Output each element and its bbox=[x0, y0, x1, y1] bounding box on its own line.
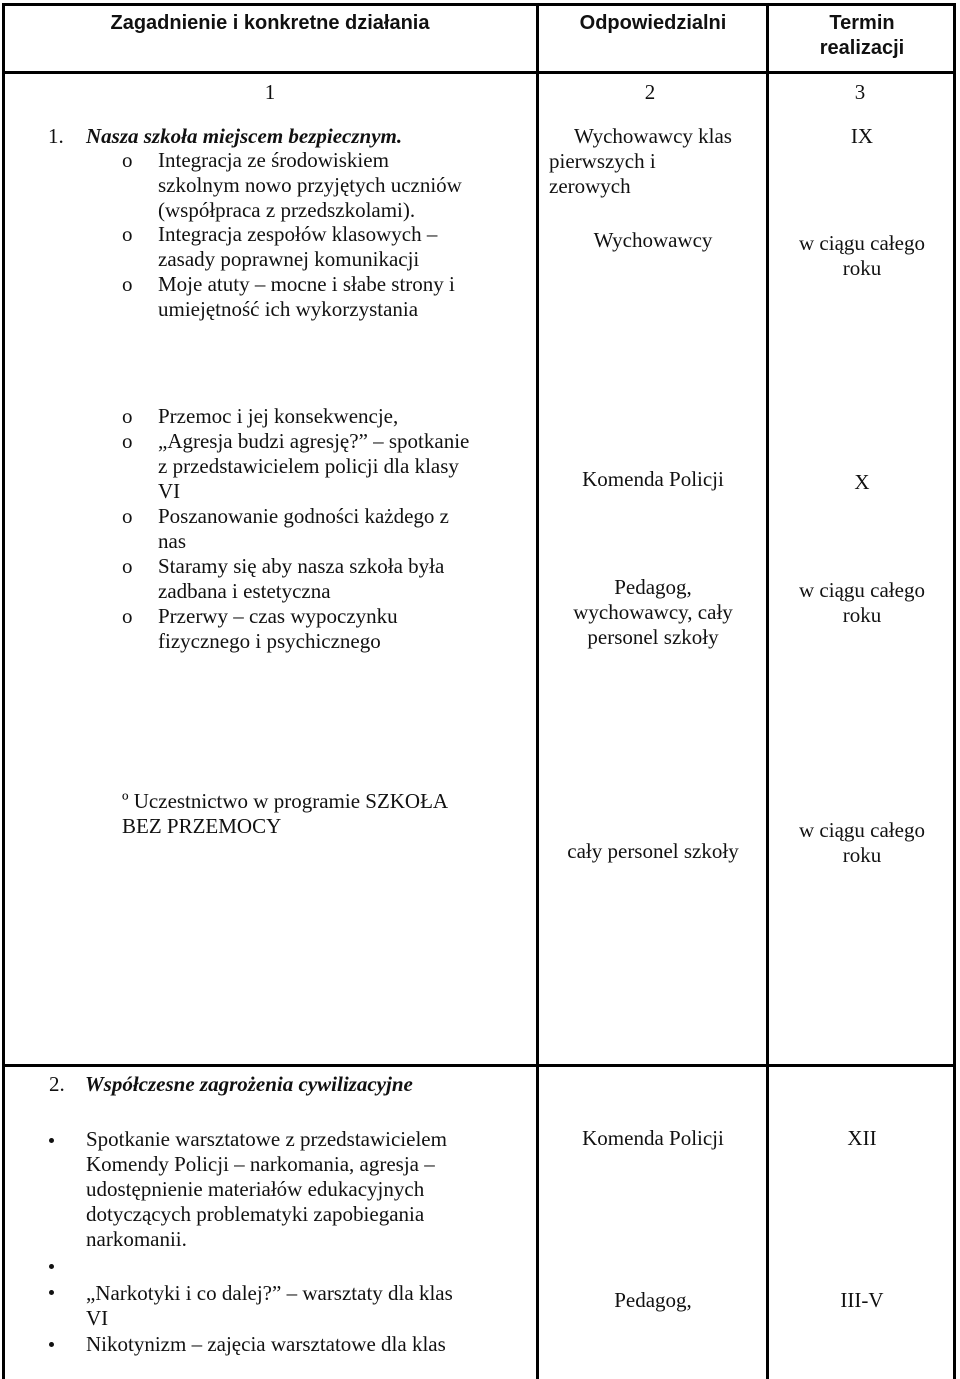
column-number-2: 2 bbox=[644, 80, 656, 104]
section1-resp-d bbox=[539, 575, 767, 650]
term-line: roku bbox=[842, 256, 882, 280]
item-line: „Narkotyki i co dalej?” – warsztaty dla klas bbox=[86, 1281, 453, 1305]
section1-heading bbox=[48, 124, 528, 149]
table-border-left bbox=[2, 3, 5, 1379]
item-line: z przedstawicielem policji dla klasy bbox=[158, 454, 459, 478]
header-col3 bbox=[769, 11, 955, 61]
section1-term-e bbox=[769, 818, 955, 868]
column-number-1: 1 bbox=[264, 80, 276, 104]
list-item bbox=[86, 1281, 534, 1331]
program-line: º Uczestnictwo w programie SZKOŁA bbox=[122, 789, 449, 813]
bullet-dot-icon bbox=[49, 1290, 54, 1295]
section1-resp-a bbox=[539, 124, 767, 199]
resp-line: Pedagog, bbox=[614, 575, 692, 599]
item-line: nas bbox=[158, 529, 186, 553]
table-border-top bbox=[2, 3, 956, 6]
item-line: szkolnym nowo przyjętych uczniów bbox=[158, 173, 462, 197]
bullet-marker: o bbox=[122, 504, 133, 528]
item-line: dotyczących problematyki zapobiegania bbox=[86, 1202, 425, 1226]
bullet-dot-icon bbox=[49, 1138, 54, 1143]
item-line: fizycznego i psychicznego bbox=[158, 629, 381, 653]
section1-list-b bbox=[122, 404, 534, 664]
resp-line: personel szkoły bbox=[587, 625, 719, 649]
section1-list-a bbox=[122, 148, 532, 328]
item-line: Nikotynizm – zajęcia warsztatowe dla klas bbox=[86, 1332, 446, 1356]
item-line: VI bbox=[86, 1306, 109, 1330]
term-line: w ciągu całego bbox=[799, 578, 925, 602]
table-section-divider bbox=[2, 1064, 956, 1067]
table-border-col3 bbox=[766, 3, 769, 1379]
section2-number: 2. bbox=[49, 1072, 65, 1096]
bullet-marker: o bbox=[122, 148, 133, 172]
table-header-divider bbox=[2, 71, 956, 74]
section1-term-c: X bbox=[854, 470, 870, 494]
section2-term-a: XII bbox=[847, 1126, 877, 1150]
section1-term-d bbox=[769, 578, 955, 628]
section2-heading bbox=[49, 1072, 529, 1097]
resp-line: pierwszych i bbox=[549, 149, 656, 173]
section2-resp-a: Komenda Policji bbox=[582, 1126, 724, 1150]
item-line: narkomanii. bbox=[86, 1227, 187, 1251]
resp-line: zerowych bbox=[549, 174, 631, 198]
item-line: Przemoc i jej konsekwencje, bbox=[158, 404, 399, 428]
section2-resp-b: Pedagog, bbox=[614, 1288, 692, 1312]
item-line: umiejętność ich wykorzystania bbox=[158, 297, 419, 321]
item-line: (współpraca z przedszkolami). bbox=[158, 198, 416, 222]
section1-resp-b: Wychowawcy bbox=[593, 228, 713, 252]
list-item bbox=[86, 1332, 534, 1357]
section1-term-a: IX bbox=[850, 124, 874, 148]
bullet-marker: o bbox=[122, 554, 133, 578]
table-border-right bbox=[953, 3, 956, 1379]
list-item bbox=[86, 1127, 534, 1252]
program-line: BEZ PRZEMOCY bbox=[122, 814, 282, 838]
bullet-marker: o bbox=[122, 222, 133, 246]
item-line: Przerwy – czas wypoczynku bbox=[158, 604, 398, 628]
header-col2: Odpowiedzialni bbox=[579, 12, 727, 34]
item-line: zasady poprawnej komunikacji bbox=[158, 247, 420, 271]
resp-line: wychowawcy, cały bbox=[573, 600, 733, 624]
item-line: „Agresja budzi agresję?” – spotkanie bbox=[158, 429, 470, 453]
item-line: Poszanowanie godności każdego z bbox=[158, 504, 449, 528]
resp-line: Wychowawcy klas bbox=[574, 124, 732, 148]
section1-resp-e: cały personel szkoły bbox=[567, 839, 739, 863]
column-number-3: 3 bbox=[854, 80, 866, 104]
section2-title: Współczesne zagrożenia cywilizacyjne bbox=[85, 1072, 413, 1096]
section2-list bbox=[40, 1127, 534, 1367]
bullet-marker: o bbox=[122, 272, 133, 296]
item-line: VI bbox=[158, 479, 181, 503]
item-line: Spotkanie warsztatowe z przedstawicielem bbox=[86, 1127, 447, 1151]
header-col1: Zagadnienie i konkretne działania bbox=[110, 12, 430, 34]
item-line: Integracja ze środowiskiem bbox=[158, 148, 389, 172]
term-line: roku bbox=[842, 603, 882, 627]
section2-term-b: III-V bbox=[840, 1288, 884, 1312]
bullet-marker: o bbox=[122, 404, 133, 428]
term-line: w ciągu całego bbox=[799, 231, 925, 255]
item-line: udostępnienie materiałów edukacyjnych bbox=[86, 1177, 425, 1201]
bullet-marker: o bbox=[122, 429, 133, 453]
bullet-dot-icon bbox=[49, 1264, 54, 1269]
item-line: Integracja zespołów klasowych – bbox=[158, 222, 438, 246]
header-col3-line2: realizacji bbox=[819, 37, 905, 59]
bullet-dot-icon bbox=[49, 1342, 54, 1347]
item-line: Staramy się aby nasza szkoła była bbox=[158, 554, 445, 578]
term-line: w ciągu całego bbox=[799, 818, 925, 842]
header-col3-line1: Termin bbox=[829, 12, 895, 34]
bullet-marker: o bbox=[122, 604, 133, 628]
section1-program bbox=[122, 789, 534, 839]
section1-term-b bbox=[769, 231, 955, 281]
item-line: zadbana i estetyczna bbox=[158, 579, 331, 603]
term-line: roku bbox=[842, 843, 882, 867]
section1-resp-c: Komenda Policji bbox=[582, 467, 724, 491]
item-line: Moje atuty – mocne i słabe strony i bbox=[158, 272, 455, 296]
item-line: Komendy Policji – narkomania, agresja – bbox=[86, 1152, 435, 1176]
section1-number: 1. bbox=[48, 124, 64, 148]
section1-title: Nasza szkoła miejscem bezpiecznym. bbox=[86, 124, 403, 148]
